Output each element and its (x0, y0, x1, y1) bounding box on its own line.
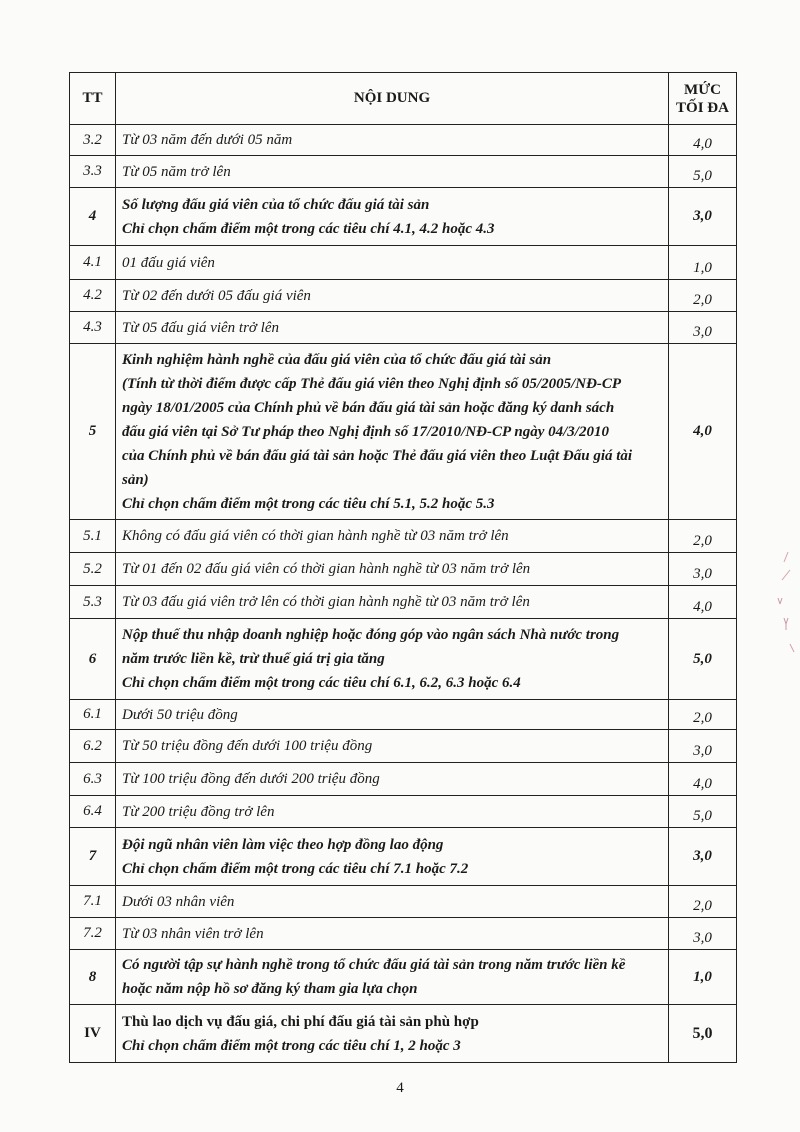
row-score: 3,0 (669, 918, 737, 950)
header-score-line2: TỐI ĐA (676, 99, 729, 116)
row-score: 2,0 (669, 700, 737, 730)
row-line: Nộp thuế thu nhập doanh nghiệp hoặc đóng góp vào ngân sách Nhà nước trong (122, 627, 620, 643)
row-content (116, 700, 669, 730)
table-row (70, 344, 737, 520)
row-line: hoặc năm nộp hồ sơ đăng ký tham gia lựa chọn (122, 981, 418, 997)
row-score: 1,0 (669, 950, 737, 1005)
row-line: Chỉ chọn chấm điểm một trong các tiêu chí 7.1 hoặc 7.2 (122, 860, 469, 877)
row-score: 5,0 (669, 619, 737, 700)
table-row (70, 280, 737, 312)
row-line: của Chính phủ về bán đấu giá tài sản hoặc Thẻ đấu giá viên theo Luật Đấu giá tài (122, 447, 633, 464)
row-score: 5,0 (669, 796, 737, 828)
row-tt: 4.3 (70, 312, 116, 344)
row-line: Từ 03 đấu giá viên trở lên có thời gian hành nghề từ 03 năm trở lên (122, 594, 530, 610)
row-tt: 5.1 (70, 520, 116, 553)
row-score: 4,0 (669, 586, 737, 619)
row-line: Chỉ chọn chấm điểm một trong các tiêu chí 5.1, 5.2 hoặc 5.3 (122, 495, 495, 512)
row-tt: 6.4 (70, 796, 116, 828)
table-row (70, 1005, 737, 1063)
row-line: Từ 01 đến 02 đấu giá viên có thời gian hành nghề từ 03 năm trở lên (122, 561, 531, 577)
row-line: Chỉ chọn chấm điểm một trong các tiêu chí 1, 2 hoặc 3 (122, 1037, 461, 1054)
table-row (70, 950, 737, 1005)
row-content (116, 312, 669, 344)
row-line: Từ 03 nhân viên trở lên (122, 925, 264, 942)
row-content (116, 586, 669, 619)
row-score: 4,0 (669, 125, 737, 156)
row-content (116, 246, 669, 280)
row-line: Chỉ chọn chấm điểm một trong các tiêu chí 4.1, 4.2 hoặc 4.3 (122, 220, 495, 237)
row-tt: 6.3 (70, 763, 116, 796)
table-row (70, 520, 737, 553)
row-line: Kinh nghiệm hành nghề của đấu giá viên của tổ chức đấu giá tài sản (122, 351, 552, 368)
row-line: Đội ngũ nhân viên làm việc theo hợp đồng lao động (122, 836, 444, 853)
row-content (116, 886, 669, 918)
row-tt: 7.1 (70, 886, 116, 918)
row-tt: 5.2 (70, 553, 116, 586)
row-line: Từ 100 triệu đồng đến dưới 200 triệu đồng (122, 771, 380, 787)
row-line: Từ 05 đấu giá viên trở lên (122, 319, 280, 336)
row-tt: 5.3 (70, 586, 116, 619)
table-row (70, 125, 737, 156)
row-tt: 4.1 (70, 246, 116, 280)
row-score: 4,0 (669, 763, 737, 796)
row-content (116, 796, 669, 828)
row-score: 3,0 (669, 553, 737, 586)
row-content (116, 828, 669, 886)
row-line: (Tính từ thời điểm được cấp Thẻ đấu giá viên theo Nghị định số 05/2005/NĐ-CP (122, 375, 622, 392)
table-row (70, 828, 737, 886)
row-content (116, 156, 669, 188)
table-header-row (70, 73, 737, 125)
row-content (116, 730, 669, 763)
header-tt: TT (70, 73, 116, 125)
row-content (116, 553, 669, 586)
row-tt: IV (70, 1005, 116, 1063)
row-line: Dưới 50 triệu đồng (122, 706, 238, 723)
page-number: 4 (396, 1080, 404, 1096)
table-row (70, 553, 737, 586)
row-line: sản) (122, 471, 149, 488)
row-score: 5,0 (669, 1005, 737, 1063)
table-row (70, 246, 737, 280)
row-line: Từ 05 năm trở lên (122, 163, 231, 180)
row-content (116, 619, 669, 700)
table-row (70, 796, 737, 828)
row-content (116, 1005, 669, 1063)
table-row (70, 700, 737, 730)
row-line: Số lượng đấu giá viên của tổ chức đấu giá tài sản (122, 196, 430, 213)
row-score: 2,0 (669, 520, 737, 553)
table-row (70, 312, 737, 344)
row-line: đấu giá viên tại Sở Tư pháp theo Nghị định số 17/2010/NĐ-CP ngày 04/3/2010 (122, 423, 609, 440)
row-content (116, 918, 669, 950)
row-line: năm trước liền kề, trừ thuế giá trị gia tăng (122, 651, 385, 667)
row-tt: 8 (70, 950, 116, 1005)
table-row (70, 763, 737, 796)
row-tt: 3.2 (70, 125, 116, 156)
row-line: Thù lao dịch vụ đấu giá, chi phí đấu giá tài sản phù hợp (122, 1013, 479, 1030)
row-content (116, 950, 669, 1005)
table-row (70, 886, 737, 918)
row-content (116, 188, 669, 246)
row-line: 01 đấu giá viên (122, 254, 215, 271)
row-content (116, 520, 669, 553)
row-score: 3,0 (669, 188, 737, 246)
header-score (669, 73, 737, 125)
row-tt: 6.1 (70, 700, 116, 730)
row-line: Không có đấu giá viên có thời gian hành nghề từ 03 năm trở lên (122, 528, 509, 544)
row-content (116, 125, 669, 156)
row-content (116, 280, 669, 312)
table-row (70, 730, 737, 763)
table-row (70, 156, 737, 188)
row-tt: 6 (70, 619, 116, 700)
row-score: 1,0 (669, 246, 737, 280)
table-row (70, 188, 737, 246)
row-tt: 7 (70, 828, 116, 886)
row-line: Có người tập sự hành nghề trong tổ chức đấu giá tài sản trong năm trước liền kề (122, 957, 626, 973)
row-tt: 6.2 (70, 730, 116, 763)
row-score: 4,0 (669, 344, 737, 520)
row-line: Chỉ chọn chấm điểm một trong các tiêu chí 6.1, 6.2, 6.3 hoặc 6.4 (122, 675, 521, 691)
row-line: Từ 200 triệu đồng trở lên (122, 803, 275, 820)
row-line: Từ 50 triệu đồng đến dưới 100 triệu đồng (122, 738, 373, 754)
table-row (70, 918, 737, 950)
row-tt: 7.2 (70, 918, 116, 950)
row-content (116, 344, 669, 520)
header-content: NỘI DUNG (116, 73, 669, 125)
row-score: 3,0 (669, 828, 737, 886)
row-tt: 4 (70, 188, 116, 246)
table-row (70, 619, 737, 700)
row-score: 3,0 (669, 730, 737, 763)
row-line: ngày 18/01/2005 của Chính phủ về bán đấu giá tài sản hoặc đăng ký danh sách (122, 399, 615, 416)
row-line: Dưới 03 nhân viên (122, 893, 235, 910)
header-score-line1: MỨC (684, 81, 721, 98)
row-score: 2,0 (669, 280, 737, 312)
row-line: Từ 03 năm đến dưới 05 năm (122, 132, 293, 148)
row-content (116, 763, 669, 796)
row-score: 3,0 (669, 312, 737, 344)
margin-pen-mark (770, 548, 796, 658)
table-row (70, 586, 737, 619)
row-score: 2,0 (669, 886, 737, 918)
criteria-table (69, 72, 737, 1063)
row-tt: 4.2 (70, 280, 116, 312)
row-tt: 5 (70, 344, 116, 520)
row-score: 5,0 (669, 156, 737, 188)
row-tt: 3.3 (70, 156, 116, 188)
row-line: Từ 02 đến dưới 05 đấu giá viên (122, 287, 311, 304)
